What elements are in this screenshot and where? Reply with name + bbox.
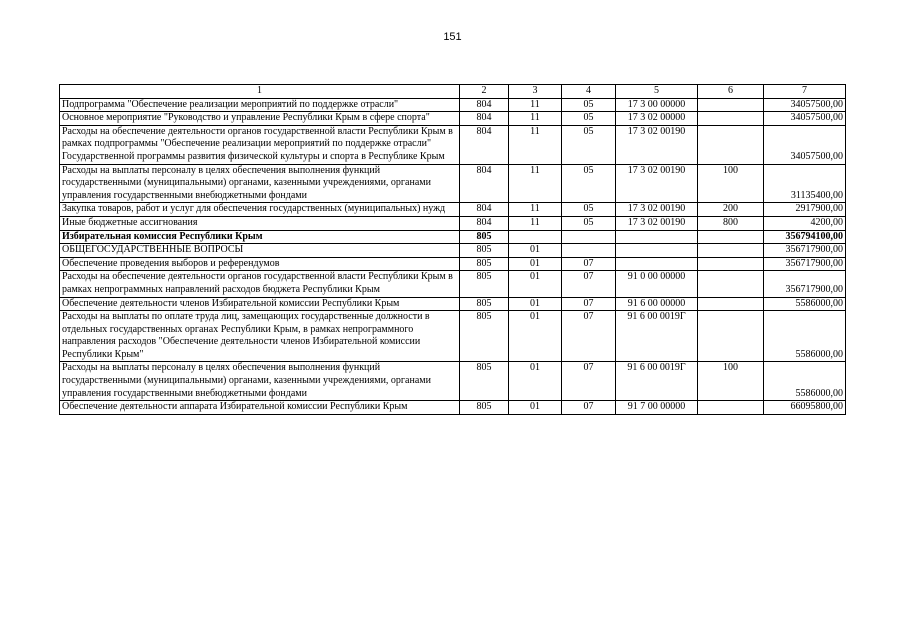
row-name-cell: Расходы на обеспечение деятельности органов государственной власти Республики Крым в рамках непрограммных направлений расходов бюджета Республики Крым	[60, 271, 460, 297]
row-expense-type-cell: 800	[698, 216, 764, 230]
row-name-cell: Обеспечение деятельности аппарата Избирательной комиссии Республики Крым	[60, 401, 460, 415]
row-amount-cell: 34057500,00	[764, 98, 846, 112]
row-expense-type-cell	[698, 230, 764, 244]
row-subsection-cell: 05	[562, 216, 616, 230]
table-row	[60, 112, 846, 126]
row-amount-cell: 5586000,00	[764, 311, 846, 362]
row-section-cell: 01	[509, 244, 562, 258]
row-subsection-cell	[562, 230, 616, 244]
row-target-cell	[616, 257, 698, 271]
row-code-cell: 804	[460, 112, 509, 126]
row-target-cell: 17 3 02 00000	[616, 112, 698, 126]
row-name-cell: Обеспечение деятельности членов Избирательной комиссии Республики Крым	[60, 297, 460, 311]
table-row	[60, 230, 846, 244]
row-section-cell: 11	[509, 98, 562, 112]
row-target-cell: 17 3 00 00000	[616, 98, 698, 112]
row-name-cell: Расходы на выплаты по оплате труда лиц, замещающих государственные должности в отдельных государственных органах Республики Крым, в рамках непрограммного направления расходов "Обеспечение деятельности членов Избирательной комиссии Республики Крым"	[60, 311, 460, 362]
header-cell: 5	[616, 85, 698, 99]
table-row	[60, 257, 846, 271]
table-row	[60, 125, 846, 164]
row-code-cell: 805	[460, 271, 509, 297]
row-section-cell: 11	[509, 216, 562, 230]
row-target-cell: 91 7 00 00000	[616, 401, 698, 415]
row-expense-type-cell	[698, 401, 764, 415]
row-code-cell: 804	[460, 98, 509, 112]
row-code-cell: 804	[460, 125, 509, 164]
row-expense-type-cell: 100	[698, 164, 764, 203]
row-code-cell: 805	[460, 297, 509, 311]
row-amount-cell: 5586000,00	[764, 362, 846, 401]
row-expense-type-cell	[698, 112, 764, 126]
row-amount-cell: 31135400,00	[764, 164, 846, 203]
row-section-cell: 01	[509, 311, 562, 362]
row-expense-type-cell	[698, 271, 764, 297]
table-row	[60, 297, 846, 311]
row-expense-type-cell	[698, 98, 764, 112]
row-subsection-cell	[562, 244, 616, 258]
row-amount-cell: 34057500,00	[764, 125, 846, 164]
header-cell: 1	[60, 85, 460, 99]
row-code-cell: 804	[460, 203, 509, 217]
header-cell: 3	[509, 85, 562, 99]
table-row	[60, 98, 846, 112]
row-target-cell: 91 0 00 00000	[616, 271, 698, 297]
row-code-cell: 804	[460, 216, 509, 230]
table-row	[60, 362, 846, 401]
table-row	[60, 203, 846, 217]
row-subsection-cell: 07	[562, 362, 616, 401]
row-subsection-cell: 05	[562, 164, 616, 203]
table-row	[60, 164, 846, 203]
row-subsection-cell: 05	[562, 112, 616, 126]
row-name-cell: Обеспечение проведения выборов и референдумов	[60, 257, 460, 271]
row-target-cell	[616, 244, 698, 258]
row-expense-type-cell	[698, 297, 764, 311]
page-number: 151	[443, 31, 462, 43]
row-section-cell: 01	[509, 257, 562, 271]
row-name-cell: Расходы на обеспечение деятельности органов государственной власти Республики Крым в рамках подпрограммы "Обеспечение реализации мероприятий по поддержке отрасли" Государственной программы развития физической культуры и спорта в Республике Крым	[60, 125, 460, 164]
row-name-cell: Расходы на выплаты персоналу в целях обеспечения выполнения функций государственными (муниципальными) органами, казенными учреждениями, органами управления государственными внебюджетными фондами	[60, 164, 460, 203]
row-expense-type-cell	[698, 257, 764, 271]
row-target-cell: 91 6 00 00000	[616, 297, 698, 311]
row-code-cell: 805	[460, 257, 509, 271]
row-section-cell: 01	[509, 401, 562, 415]
row-section-cell: 11	[509, 112, 562, 126]
header-cell: 6	[698, 85, 764, 99]
row-target-cell: 17 3 02 00190	[616, 216, 698, 230]
header-cell: 2	[460, 85, 509, 99]
row-name-cell: Избирательная комиссия Республики Крым	[60, 230, 460, 244]
row-expense-type-cell	[698, 244, 764, 258]
row-name-cell: Иные бюджетные ассигнования	[60, 216, 460, 230]
row-subsection-cell: 05	[562, 125, 616, 164]
row-target-cell	[616, 230, 698, 244]
row-target-cell: 17 3 02 00190	[616, 164, 698, 203]
row-section-cell: 11	[509, 203, 562, 217]
row-name-cell: Основное мероприятие "Руководство и управление Республики Крым в сфере спорта"	[60, 112, 460, 126]
table-row	[60, 401, 846, 415]
row-expense-type-cell	[698, 311, 764, 362]
row-target-cell: 91 6 00 0019Г	[616, 311, 698, 362]
row-name-cell: Подпрограмма "Обеспечение реализации мероприятий по поддержке отрасли"	[60, 98, 460, 112]
row-subsection-cell: 05	[562, 98, 616, 112]
row-section-cell: 11	[509, 125, 562, 164]
row-name-cell: Закупка товаров, работ и услуг для обеспечения государственных (муниципальных) нужд	[60, 203, 460, 217]
row-amount-cell: 356794100,00	[764, 230, 846, 244]
row-amount-cell: 66095800,00	[764, 401, 846, 415]
row-name-cell: ОБЩЕГОСУДАРСТВЕННЫЕ ВОПРОСЫ	[60, 244, 460, 258]
row-subsection-cell: 07	[562, 311, 616, 362]
row-name-cell: Расходы на выплаты персоналу в целях обеспечения выполнения функций государственными (муниципальными) органами, казенными учреждениями, органами управления государственными внебюджетными фондами	[60, 362, 460, 401]
row-amount-cell: 356717900,00	[764, 244, 846, 258]
row-expense-type-cell: 100	[698, 362, 764, 401]
row-subsection-cell: 07	[562, 401, 616, 415]
row-amount-cell: 356717900,00	[764, 271, 846, 297]
table-row	[60, 271, 846, 297]
row-section-cell: 01	[509, 362, 562, 401]
row-code-cell: 805	[460, 311, 509, 362]
row-expense-type-cell	[698, 125, 764, 164]
row-code-cell: 805	[460, 362, 509, 401]
row-subsection-cell: 07	[562, 297, 616, 311]
row-subsection-cell: 05	[562, 203, 616, 217]
row-section-cell: 01	[509, 271, 562, 297]
row-target-cell: 91 6 00 0019Г	[616, 362, 698, 401]
row-amount-cell: 2917900,00	[764, 203, 846, 217]
row-amount-cell: 4200,00	[764, 216, 846, 230]
row-subsection-cell: 07	[562, 271, 616, 297]
row-code-cell: 805	[460, 401, 509, 415]
row-subsection-cell: 07	[562, 257, 616, 271]
row-code-cell: 804	[460, 164, 509, 203]
header-row	[60, 85, 846, 99]
header-cell: 7	[764, 85, 846, 99]
row-section-cell	[509, 230, 562, 244]
row-code-cell: 805	[460, 230, 509, 244]
row-section-cell: 01	[509, 297, 562, 311]
table-row	[60, 216, 846, 230]
row-amount-cell: 356717900,00	[764, 257, 846, 271]
header-cell: 4	[562, 85, 616, 99]
row-code-cell: 805	[460, 244, 509, 258]
row-target-cell: 17 3 02 00190	[616, 203, 698, 217]
table-row	[60, 244, 846, 258]
row-section-cell: 11	[509, 164, 562, 203]
row-amount-cell: 34057500,00	[764, 112, 846, 126]
table-row	[60, 311, 846, 362]
budget-table	[59, 84, 846, 415]
row-expense-type-cell: 200	[698, 203, 764, 217]
row-amount-cell: 5586000,00	[764, 297, 846, 311]
row-target-cell: 17 3 02 00190	[616, 125, 698, 164]
